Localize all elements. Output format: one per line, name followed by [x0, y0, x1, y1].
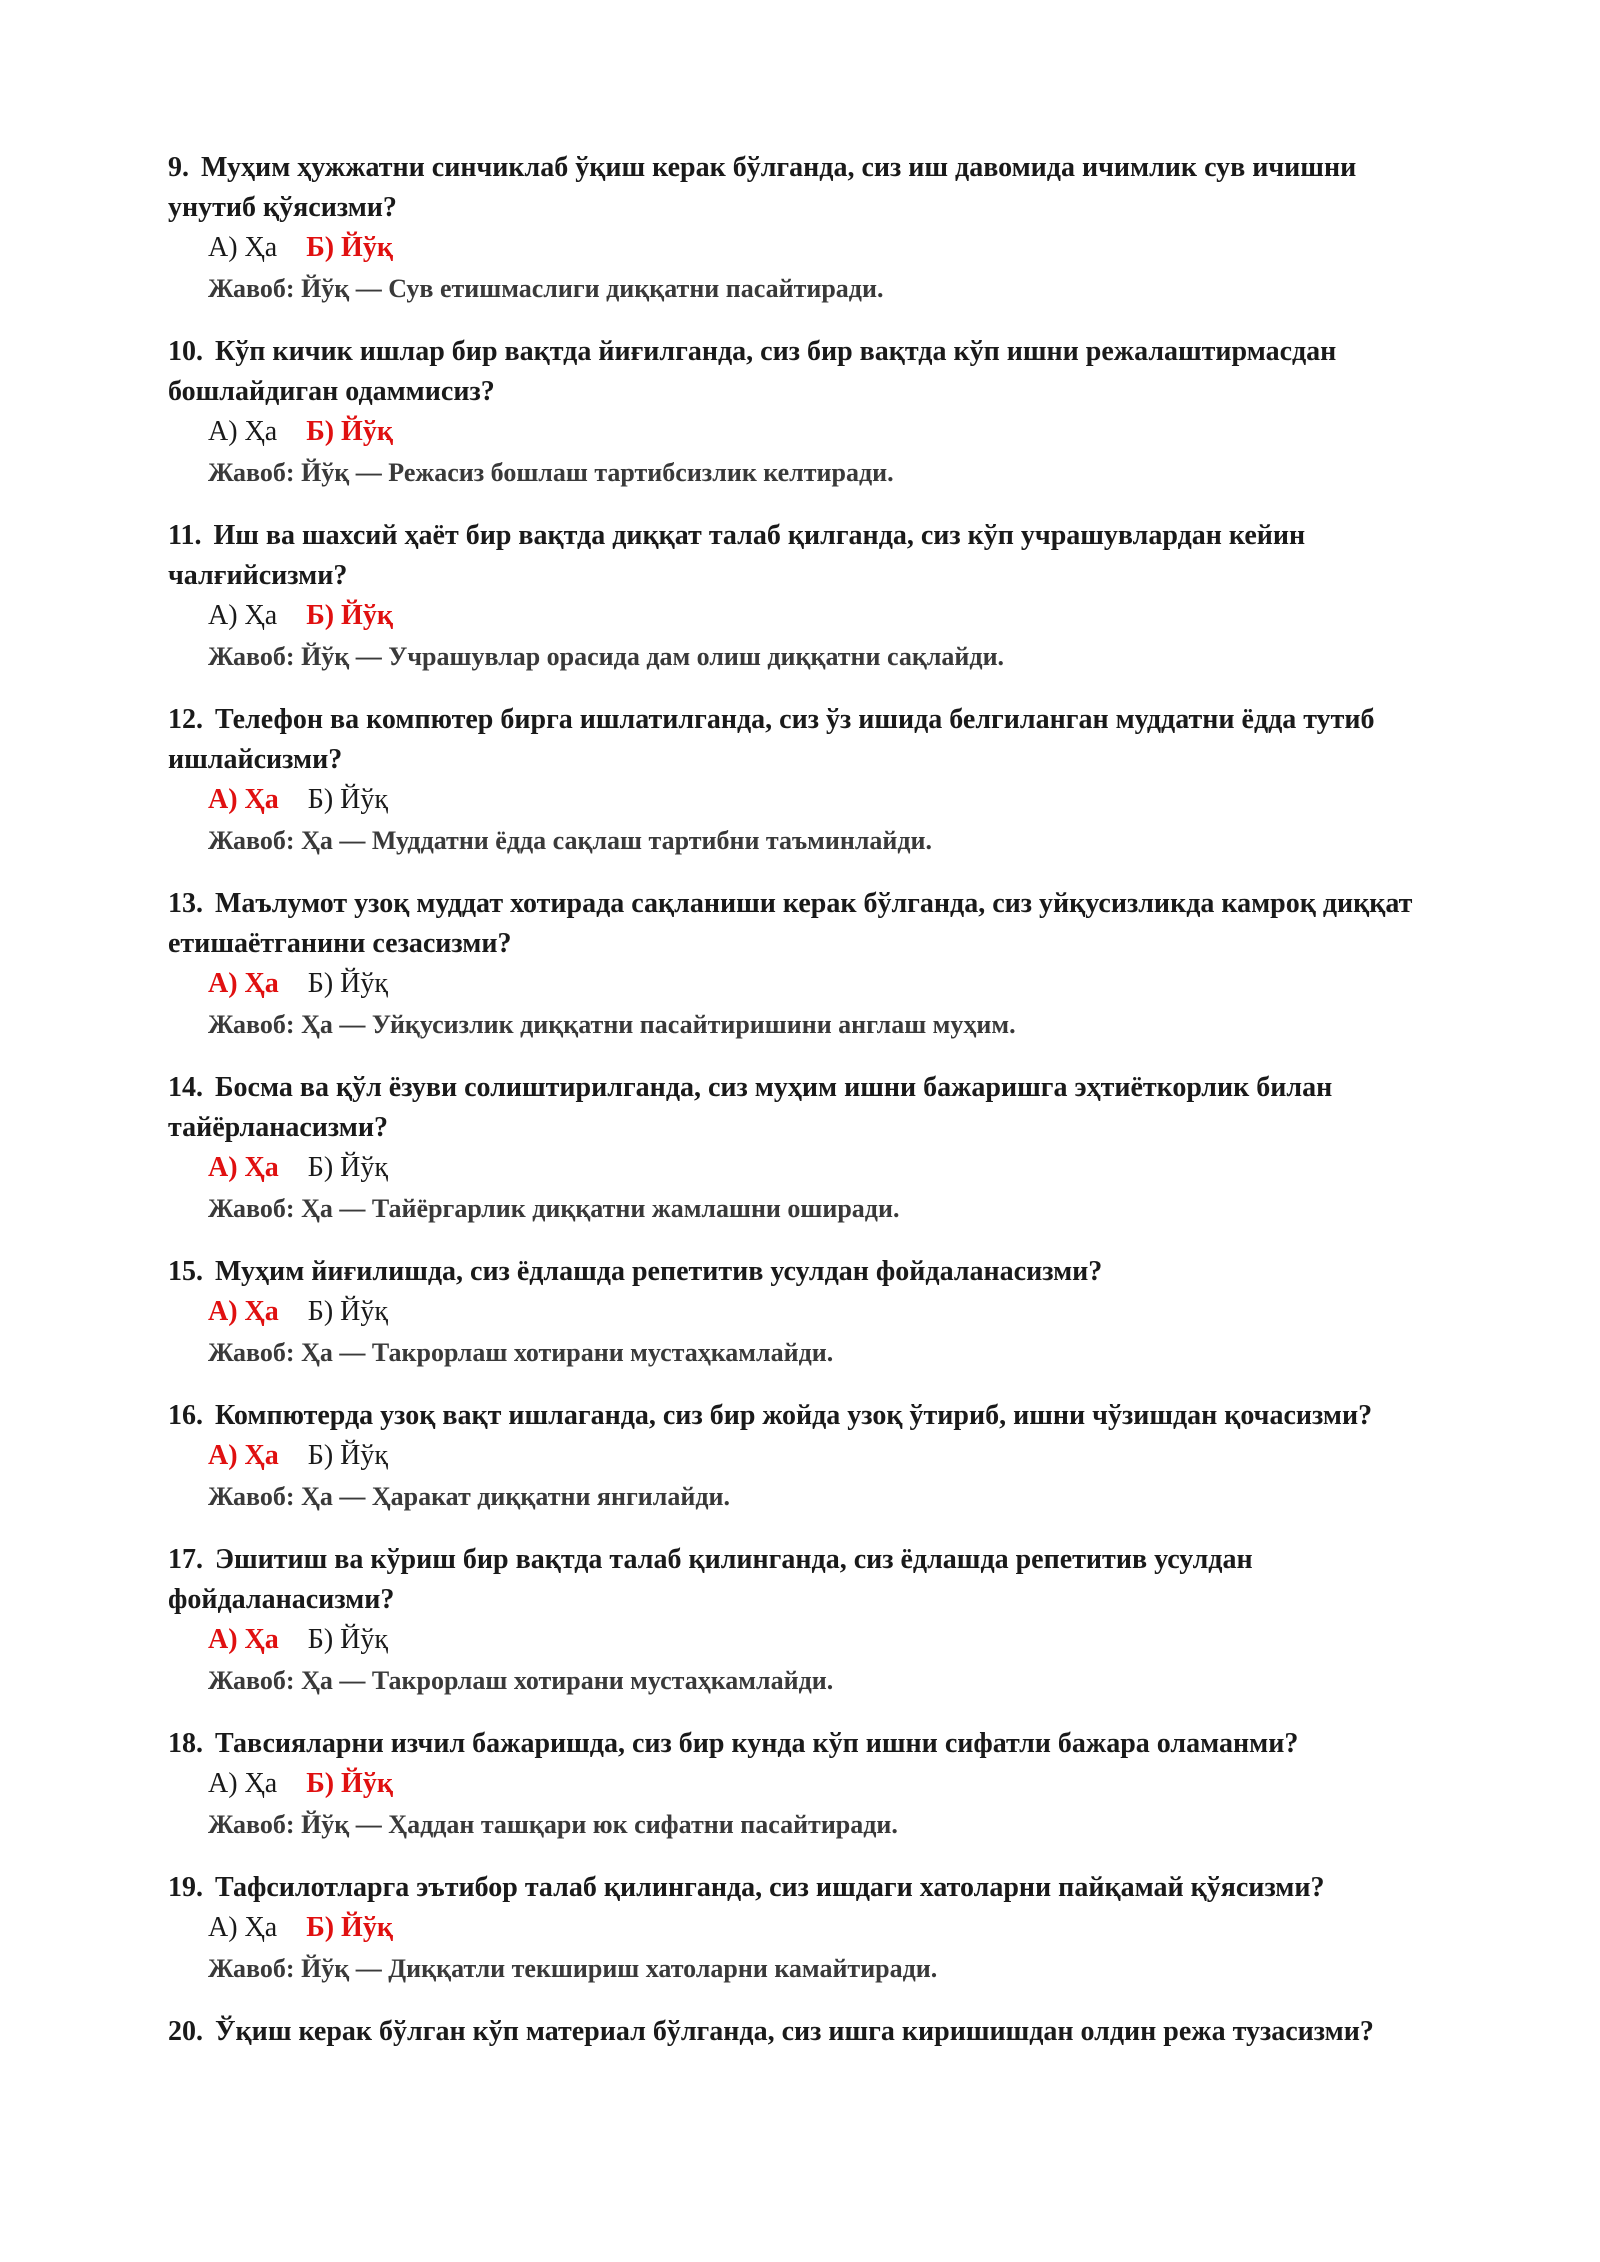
question-body: Телефон ва компютер бирга ишлатилганда, сиз ўз ишида белгиланган муддатни ёдда тутиб ишлайсизми? [168, 704, 1375, 775]
answer-text: Жавоб: Йўқ — Ҳаддан ташқари юк сифатни пасайтиради. [208, 1810, 898, 1839]
question-text [168, 1068, 1450, 1148]
question-body: Муҳим ҳужжатни синчиклаб ўқиш керак бўлганда, сиз иш давомида ичимлик сув ичишни унутиб қўясизми? [168, 152, 1357, 223]
question-body: Маълумот узоқ муддат хотирада сақланиши керак бўлганда, сиз уйқусизликда камроқ диққат етишаётганини сезасизми? [168, 888, 1413, 959]
answer-text: Жавоб: Йўқ — Сув етишмаслиги диққатни пасайтиради. [208, 274, 884, 303]
answer-text: Жавоб: Ҳа — Ҳаракат диққатни янгилайди. [208, 1482, 730, 1511]
option-a: А) Ҳа [208, 416, 278, 447]
answer-text: Жавоб: Йўқ — Режасиз бошлаш тартибсизлик келтиради. [208, 458, 894, 487]
option-a-selected: А) Ҳа [208, 1440, 279, 1471]
option-b-selected: Б) Йўқ [306, 600, 393, 631]
question-number: 15. [168, 1256, 203, 1287]
answer-text: Жавоб: Ҳа — Тайёргарлик диққатни жамлашни оширади. [208, 1194, 900, 1223]
option-b-selected: Б) Йўқ [306, 232, 393, 263]
options-row [208, 1148, 1450, 1188]
option-a-selected: А) Ҳа [208, 1152, 279, 1183]
option-a: А) Ҳа [208, 600, 278, 631]
question-number: 20. [168, 2016, 203, 2047]
question-15 [168, 1252, 1450, 1374]
question-10 [168, 332, 1450, 494]
question-body: Ўқиш керак бўлган кўп материал бўлганда, сиз ишга киришишдан олдин режа тузасизми? [215, 2016, 1374, 2047]
question-18 [168, 1724, 1450, 1846]
question-text [168, 1868, 1450, 1908]
option-a-selected: А) Ҳа [208, 968, 279, 999]
options-row [208, 596, 1450, 636]
question-body: Муҳим йиғилишда, сиз ёдлашда репетитив усулдан фойдаланасизми? [215, 1256, 1103, 1287]
options-row [208, 1620, 1450, 1660]
question-text [168, 1396, 1450, 1436]
question-number: 16. [168, 1400, 203, 1431]
answer-text: Жавоб: Йўқ — Учрашувлар орасида дам олиш диққатни сақлайди. [208, 642, 1005, 671]
question-number: 10. [168, 336, 203, 367]
question-number: 18. [168, 1728, 203, 1759]
answer-text: Жавоб: Ҳа — Такрорлаш хотирани мустаҳкамлайди. [208, 1338, 834, 1367]
options-row [208, 964, 1450, 1004]
question-text [168, 1540, 1450, 1620]
option-a: А) Ҳа [208, 1768, 278, 1799]
question-number: 12. [168, 704, 203, 735]
option-a: А) Ҳа [208, 232, 278, 263]
question-number: 13. [168, 888, 203, 919]
option-b-selected: Б) Йўқ [306, 416, 393, 447]
options-row [208, 1764, 1450, 1804]
option-b: Б) Йўқ [307, 968, 388, 999]
question-20 [168, 2012, 1450, 2052]
question-number: 9. [168, 152, 189, 183]
option-a-selected: А) Ҳа [208, 1296, 279, 1327]
question-text [168, 2012, 1450, 2052]
option-a-selected: А) Ҳа [208, 784, 279, 815]
question-body: Иш ва шахсий ҳаёт бир вақтда диққат талаб қилганда, сиз кўп учрашувлардан кейин чалғийсизми? [168, 520, 1306, 591]
answer-text: Жавоб: Ҳа — Такрорлаш хотирани мустаҳкамлайди. [208, 1666, 834, 1695]
question-text [168, 1252, 1450, 1292]
options-row [208, 1292, 1450, 1332]
option-b: Б) Йўқ [307, 1152, 388, 1183]
options-row [208, 1908, 1450, 1948]
question-number: 19. [168, 1872, 203, 1903]
question-body: Компютерда узоқ вақт ишлаганда, сиз бир жойда узоқ ўтириб, ишни чўзишдан қочасизми? [215, 1400, 1373, 1431]
question-text [168, 700, 1450, 780]
option-b: Б) Йўқ [307, 1296, 388, 1327]
question-11 [168, 516, 1450, 678]
question-text [168, 148, 1450, 228]
question-12 [168, 700, 1450, 862]
question-body: Эшитиш ва кўриш бир вақтда талаб қилинганда, сиз ёдлашда репетитив усулдан фойдаланасизми? [168, 1544, 1253, 1615]
option-b: Б) Йўқ [307, 1624, 388, 1655]
options-row [208, 412, 1450, 452]
question-body: Кўп кичик ишлар бир вақтда йиғилганда, сиз бир вақтда кўп ишни режалаштирмасдан бошлайдиган одаммисиз? [168, 336, 1337, 407]
option-b-selected: Б) Йўқ [306, 1912, 393, 1943]
question-14 [168, 1068, 1450, 1230]
question-text [168, 1724, 1450, 1764]
answer-text: Жавоб: Йўқ — Диққатли текшириш хатоларни камайтиради. [208, 1954, 938, 1983]
option-a: А) Ҳа [208, 1912, 278, 1943]
options-row [208, 228, 1450, 268]
option-b: Б) Йўқ [307, 784, 388, 815]
question-body: Тавсияларни изчил бажаришда, сиз бир кунда кўп ишни сифатли бажара оламанми? [215, 1728, 1299, 1759]
options-row [208, 780, 1450, 820]
question-number: 17. [168, 1544, 203, 1575]
question-19 [168, 1868, 1450, 1990]
question-9 [168, 148, 1450, 310]
options-row [208, 1436, 1450, 1476]
option-b: Б) Йўқ [307, 1440, 388, 1471]
question-13 [168, 884, 1450, 1046]
question-text [168, 516, 1450, 596]
question-text [168, 332, 1450, 412]
question-17 [168, 1540, 1450, 1702]
answer-text: Жавоб: Ҳа — Уйқусизлик диққатни пасайтиришини англаш муҳим. [208, 1010, 1016, 1039]
question-number: 11. [168, 520, 202, 551]
question-text [168, 884, 1450, 964]
answer-text: Жавоб: Ҳа — Муддатни ёдда сақлаш тартибни таъминлайди. [208, 826, 933, 855]
question-body: Тафсилотларга эътибор талаб қилинганда, сиз ишдаги хатоларни пайқамай қўясизми? [215, 1872, 1325, 1903]
option-a-selected: А) Ҳа [208, 1624, 279, 1655]
question-body: Босма ва қўл ёзуви солиштирилганда, сиз муҳим ишни бажаришга эҳтиёткорлик билан тайёрланасизми? [168, 1072, 1333, 1143]
question-16 [168, 1396, 1450, 1518]
question-number: 14. [168, 1072, 203, 1103]
option-b-selected: Б) Йўқ [306, 1768, 393, 1799]
